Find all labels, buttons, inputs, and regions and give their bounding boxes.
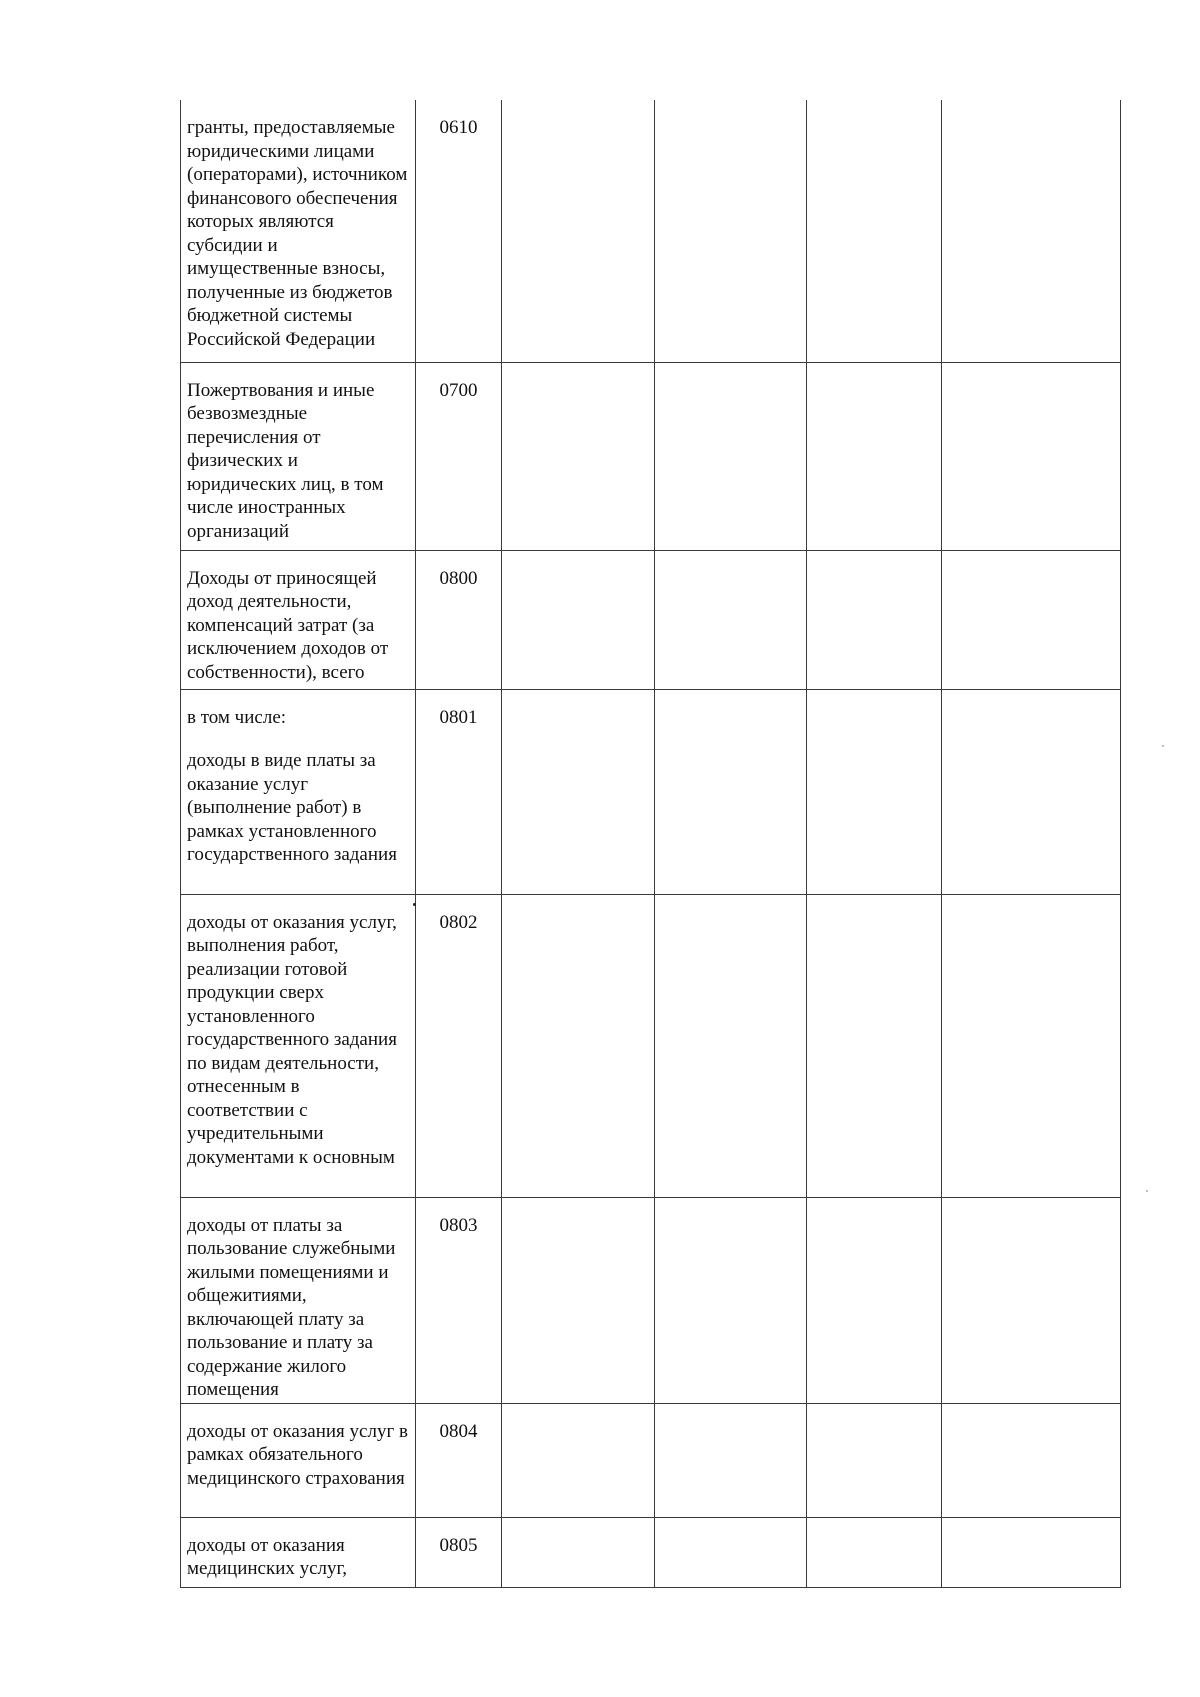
- scan-speck: [1162, 745, 1164, 747]
- row-code: 0802: [439, 911, 478, 933]
- value-cell[interactable]: [807, 100, 942, 362]
- value-cell[interactable]: [942, 689, 1121, 894]
- row-name-cell: [181, 100, 416, 362]
- value-cell[interactable]: [502, 1197, 655, 1403]
- row-code-cell: [416, 100, 502, 362]
- table-row: [181, 550, 1121, 689]
- table-row: [181, 689, 1121, 894]
- value-cell[interactable]: [502, 1517, 655, 1587]
- row-name: доходы от оказания медицинских услуг,: [187, 1534, 347, 1579]
- value-cell[interactable]: [942, 894, 1121, 1197]
- value-cell[interactable]: [942, 1517, 1121, 1587]
- row-name-cell: [181, 1517, 416, 1587]
- row-code: 0610: [439, 117, 478, 138]
- row-name-cell: [181, 689, 416, 894]
- row-name: доходы в виде платы за оказание услуг (выполнение работ) в рамках установленного государственного задания: [187, 750, 397, 865]
- table-row: [181, 362, 1121, 550]
- row-name-cell: [181, 894, 416, 1197]
- value-cell[interactable]: [807, 894, 942, 1197]
- value-cell[interactable]: [502, 550, 655, 689]
- value-cell[interactable]: [807, 1197, 942, 1403]
- row-code-cell: [416, 1517, 502, 1587]
- row-code-cell: [416, 689, 502, 894]
- value-cell[interactable]: [502, 362, 655, 550]
- value-cell[interactable]: [942, 1403, 1121, 1517]
- income-table: [180, 100, 1121, 1588]
- value-cell[interactable]: [807, 362, 942, 550]
- table-row: [181, 1197, 1121, 1403]
- row-name-cell: [181, 1197, 416, 1403]
- value-cell[interactable]: [942, 1197, 1121, 1403]
- row-name-cell: [181, 550, 416, 689]
- row-name: гранты, предоставляемые юридическими лицами (операторами), источником финансового обеспечения которых являются субсидии и имущественные взносы, полученные из бюджетов бюджетной системы Российской Федерации: [187, 117, 408, 350]
- row-prefix: в том числе:: [187, 706, 287, 728]
- value-cell[interactable]: [655, 1403, 807, 1517]
- scan-speck: [1146, 1190, 1148, 1192]
- value-cell[interactable]: [807, 689, 942, 894]
- value-cell[interactable]: [655, 362, 807, 550]
- value-cell[interactable]: [807, 550, 942, 689]
- row-code-cell: [416, 1197, 502, 1403]
- value-cell[interactable]: [655, 1517, 807, 1587]
- value-cell[interactable]: [807, 1403, 942, 1517]
- value-cell[interactable]: [655, 550, 807, 689]
- table-row: [181, 100, 1121, 362]
- row-code-cell: [416, 362, 502, 550]
- value-cell[interactable]: [942, 550, 1121, 689]
- row-code: 0800: [439, 567, 478, 589]
- value-cell[interactable]: [942, 362, 1121, 550]
- value-cell[interactable]: [655, 894, 807, 1197]
- row-code: 0805: [439, 1534, 478, 1556]
- value-cell[interactable]: [807, 1517, 942, 1587]
- table-row: [181, 1403, 1121, 1517]
- value-cell[interactable]: [502, 689, 655, 894]
- row-code: 0803: [439, 1214, 478, 1236]
- row-code-cell: [416, 894, 502, 1197]
- value-cell[interactable]: [502, 894, 655, 1197]
- value-cell[interactable]: [942, 100, 1121, 362]
- row-name: Доходы от приносящей доход деятельности, компенсаций затрат (за исключением доходов от собственности), всего: [187, 567, 389, 683]
- table-row: [181, 1517, 1121, 1587]
- row-name-cell: [181, 1403, 416, 1517]
- row-name: доходы от оказания услуг, выполнения работ, реализации готовой продукции сверх установленного государственного задания по видам деятельности, отнесенным в соответствии с учредительными документами к основным: [187, 911, 397, 1168]
- value-cell[interactable]: [502, 1403, 655, 1517]
- row-name: доходы от платы за пользование служебными жилыми помещениями и общежитиями, включающей плату за пользование и плату за содержание жилого помещения: [187, 1214, 396, 1400]
- row-name-cell: [181, 362, 416, 550]
- scan-speck: [413, 903, 416, 906]
- row-code: 0801: [439, 706, 478, 728]
- table-row: [181, 894, 1121, 1197]
- row-code: 0700: [439, 379, 478, 401]
- row-code-cell: [416, 550, 502, 689]
- row-name: доходы от оказания услуг в рамках обязательного медицинского страхования: [187, 1420, 408, 1489]
- row-code-cell: [416, 1403, 502, 1517]
- value-cell[interactable]: [655, 689, 807, 894]
- value-cell[interactable]: [502, 100, 655, 362]
- value-cell[interactable]: [655, 100, 807, 362]
- value-cell[interactable]: [655, 1197, 807, 1403]
- row-code: 0804: [439, 1420, 478, 1442]
- row-name: Пожертвования и иные безвозмездные перечисления от физических и юридических лиц, в том числе иностранных организаций: [187, 379, 384, 542]
